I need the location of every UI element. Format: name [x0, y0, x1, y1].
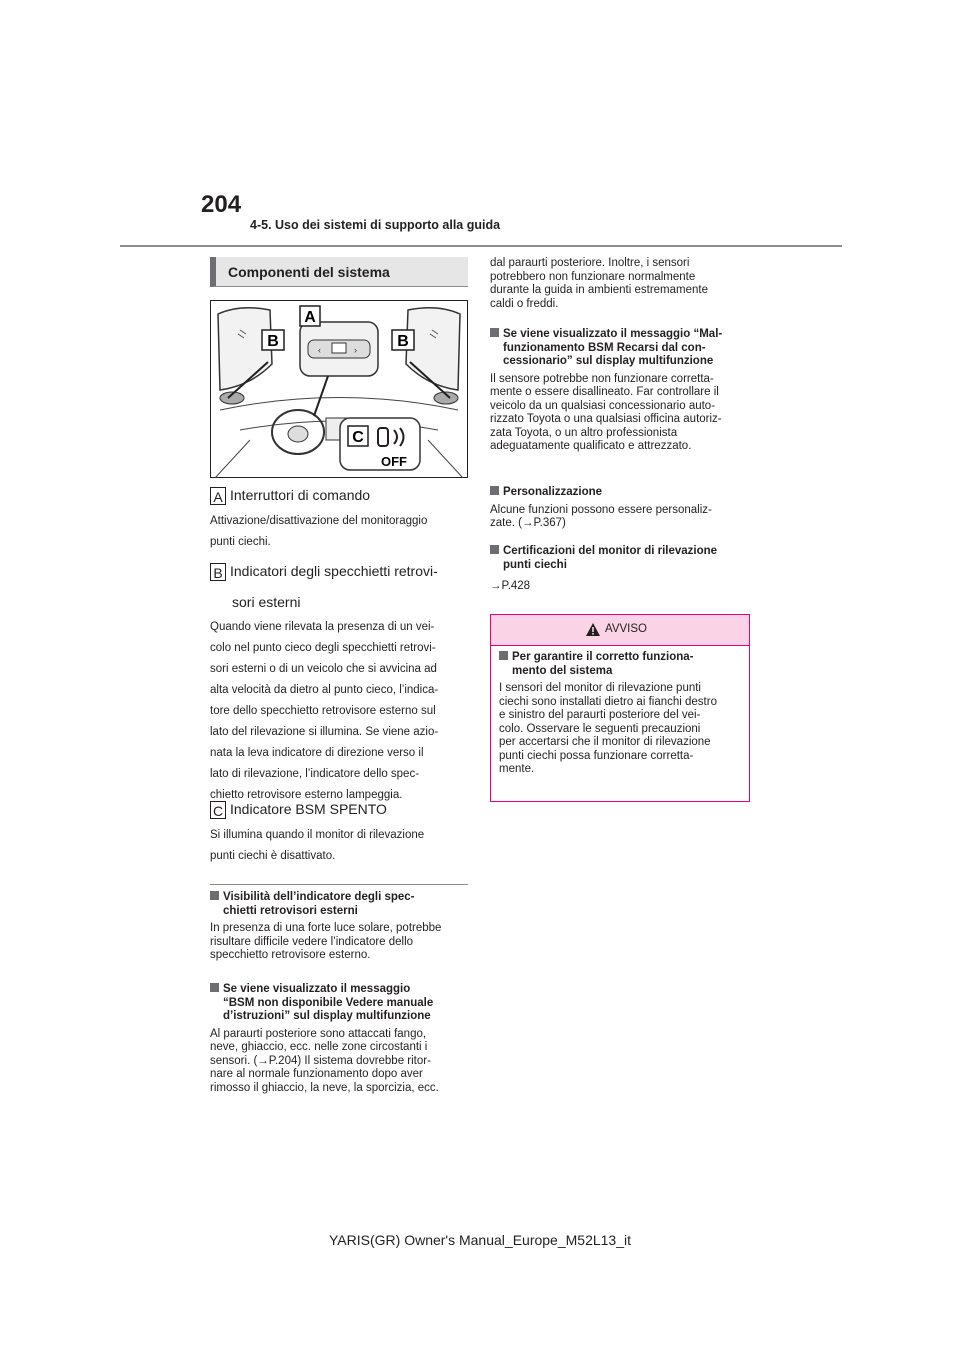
- system-components-figure: [210, 300, 468, 478]
- text-line: durante la guida in ambienti estremamente: [490, 284, 708, 296]
- text-line: mente.: [499, 763, 535, 775]
- text-line: Al paraurti posteriore sono attaccati fango,: [210, 1027, 427, 1040]
- bullet-square-icon: [499, 651, 508, 660]
- text-line: zate. (→P.367): [490, 517, 566, 529]
- text-line: lato del rilevazione si illumina. Se viene azio-: [210, 726, 439, 739]
- warning-title: AVVISO: [605, 623, 647, 635]
- figure-label-b-left: B: [267, 333, 279, 350]
- svg-text:›: ›: [354, 345, 357, 355]
- text-line: per accertarsi che il monitor di rilevazione: [499, 736, 711, 748]
- note-head: Personalizzazione: [503, 486, 603, 498]
- label-c: C: [210, 801, 226, 819]
- figure-label-a: A: [304, 309, 316, 326]
- note-head: “BSM non disponibile Vedere manuale: [223, 996, 434, 1009]
- text-line: punti ciechi.: [210, 536, 271, 549]
- warning-box: [490, 614, 750, 802]
- note-certifications: [490, 545, 760, 594]
- text-line: Quando viene rilevata la presenza di un vei-: [210, 621, 435, 634]
- text-line: nare al normale funzionamento dopo aver: [210, 1068, 423, 1080]
- page-footer: YARIS(GR) Owner's Manual_Europe_M52L13_it: [329, 1232, 631, 1248]
- bsm-off-label: OFF: [381, 454, 407, 469]
- text-line: veicolo da un qualsiasi concessionario auto-: [490, 399, 716, 412]
- note-head: punti ciechi: [503, 558, 567, 571]
- figure-label-c: C: [352, 429, 364, 446]
- text-line: zata Toyota, o un altro professionista: [490, 426, 678, 439]
- text-line: Attivazione/disattivazione del monitoraggio: [210, 515, 428, 528]
- text-line: sensori. (→P.204) Il sistema dovrebbe ritor-: [210, 1054, 431, 1067]
- text-line: e sinistro del paraurti posteriore del vei-: [499, 709, 701, 721]
- item-c: [210, 800, 472, 867]
- bullet-square-icon: [490, 486, 499, 495]
- note-personalization: [490, 486, 760, 531]
- item-b: [210, 562, 472, 806]
- notes-rule: [210, 884, 468, 885]
- right-intro: [490, 257, 760, 311]
- note-bsm-malfunction: [490, 328, 760, 454]
- label-b: B: [210, 563, 226, 581]
- text-line: chietto retrovisore esterno lampeggia.: [210, 789, 403, 802]
- text-line: punti ciechi possa funzionare corretta-: [499, 749, 694, 762]
- item-a-title: Interruttori di comando: [230, 487, 371, 503]
- label-a: A: [210, 487, 226, 505]
- bullet-square-icon: [490, 328, 499, 337]
- text-line: adeguatamente qualificato e attrezzato.: [490, 440, 692, 452]
- text-line: mente o essere disallineato. Far controllare il: [490, 386, 719, 398]
- warning-header: [491, 615, 749, 646]
- note-head: d’istruzioni” sul display multifunzione: [223, 1010, 431, 1022]
- note-head: Se viene visualizzato il messaggio: [223, 983, 411, 995]
- warning-triangle-icon: [585, 622, 601, 637]
- text-line: I sensori del monitor di rilevazione punti: [499, 682, 701, 694]
- text-line: Alcune funzioni possono essere personaliz-: [490, 503, 712, 516]
- item-b-title-cont: sori esterni: [232, 594, 301, 611]
- note-head: Certificazioni del monitor di rilevazione: [503, 545, 718, 557]
- text-line: rizzato Toyota o una qualsiasi officina autoriz-: [490, 413, 722, 425]
- text-line: lato di rilevazione, l’indicatore dello spec-: [210, 768, 420, 781]
- note-bsm-unavailable: [210, 983, 472, 1095]
- note-visibility: [210, 891, 472, 963]
- figure-label-b-right: B: [397, 333, 409, 350]
- svg-text:‹: ‹: [318, 345, 321, 355]
- text-line: colo nel punto cieco degli specchietti retrovi-: [210, 642, 436, 655]
- text-line: tore dello specchietto retrovisore esterno sul: [210, 705, 436, 718]
- warning-head: Per garantire il corretto funziona-: [512, 651, 694, 663]
- components-heading: Componenti del sistema: [228, 264, 390, 280]
- text-line: potrebbero non funzionare normalmente: [490, 270, 696, 283]
- text-line: risultare difficile vedere l’indicatore dello: [210, 935, 414, 948]
- text-line: rimosso il ghiaccio, la neve, la sporcizia, ecc.: [210, 1081, 439, 1094]
- text-line: dal paraurti posteriore. Inoltre, i sensori: [490, 257, 690, 269]
- bullet-square-icon: [490, 545, 499, 554]
- warning-head: mento del sistema: [512, 664, 613, 677]
- header-rule: [120, 245, 842, 247]
- item-a: [210, 486, 472, 553]
- text-line: caldi o freddi.: [490, 297, 559, 310]
- components-heading-box: [210, 257, 468, 287]
- note-head: chietti retrovisori esterni: [223, 904, 358, 917]
- note-head: cessionario” sul display multifunzione: [503, 355, 714, 367]
- note-head: Se viene visualizzato il messaggio “Mal-: [503, 328, 723, 340]
- text-line: alta velocità da dietro al punto cieco, l’indica-: [210, 684, 439, 697]
- text-line: nata la leva indicatore di direzione verso il: [210, 747, 424, 760]
- bullet-square-icon: [210, 983, 219, 992]
- page-reference: →P.428: [490, 580, 531, 592]
- bullet-square-icon: [210, 891, 219, 900]
- text-line: In presenza di una forte luce solare, potrebbe: [210, 922, 442, 934]
- section-title: 4-5. Uso dei sistemi di supporto alla guida: [250, 218, 501, 232]
- text-line: Si illumina quando il monitor di rilevazione: [210, 829, 425, 842]
- text-line: ciechi sono installati dietro ai fianchi destro: [499, 695, 717, 708]
- text-line: Il sensore potrebbe non funzionare corretta-: [490, 372, 714, 385]
- note-head: Visibilità dell’indicatore degli spec-: [223, 891, 415, 903]
- note-head: funzionamento BSM Recarsi dal con-: [503, 341, 706, 354]
- text-line: punti ciechi è disattivato.: [210, 850, 336, 863]
- text-line: colo. Osservare le seguenti precauzioni: [499, 722, 701, 735]
- text-line: specchietto retrovisore esterno.: [210, 949, 371, 961]
- item-b-title: Indicatori degli specchietti retrovi-: [230, 563, 438, 579]
- text-line: neve, ghiaccio, ecc. nelle zone circostanti i: [210, 1041, 428, 1053]
- item-c-title: Indicatore BSM SPENTO: [230, 801, 387, 817]
- text-line: sori esterni o di un veicolo che si avvicina ad: [210, 663, 437, 676]
- page-number: 204: [201, 191, 242, 218]
